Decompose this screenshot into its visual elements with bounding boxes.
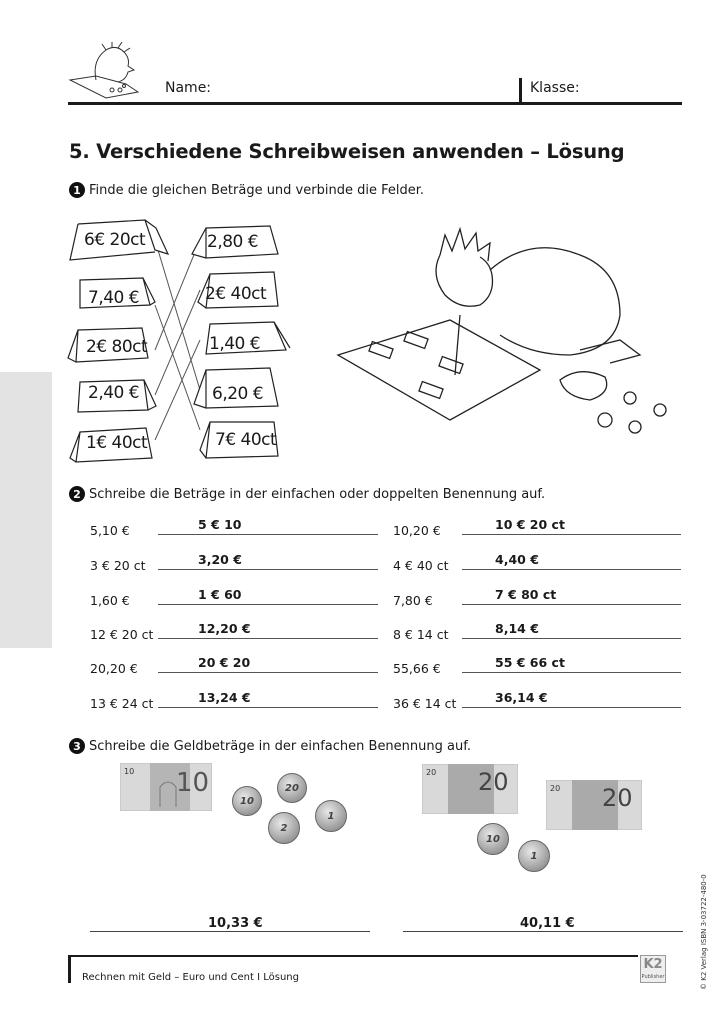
banknote-20 <box>422 764 518 814</box>
answer-line <box>462 534 681 535</box>
banknote-20 <box>546 780 642 830</box>
amount-label: 3 € 20 ct <box>90 558 146 573</box>
task1-instruction: Finde die gleichen Beträge und verbinde die Felder. <box>89 182 424 198</box>
right-card[interactable]: 7€ 40ct <box>215 430 277 450</box>
answer-line <box>158 604 378 605</box>
task-number-badge: 3 <box>69 738 85 754</box>
left-card[interactable]: 7,40 € <box>88 288 140 308</box>
answer-field[interactable]: 8,14 € <box>495 621 539 636</box>
answer-line <box>462 707 681 708</box>
answer-field[interactable]: 5 € 10 <box>198 517 242 532</box>
answer-field[interactable]: 13,24 € <box>198 690 251 705</box>
answer-field[interactable]: 10 € 20 ct <box>495 517 565 532</box>
answer-line <box>462 569 681 570</box>
amount-label: 13 € 24 ct <box>90 696 154 711</box>
answer-line <box>403 931 683 932</box>
answer-field[interactable]: 20 € 20 <box>198 655 251 670</box>
copyright-text: © K2 Verlag ISBN 3-03722-480-0 <box>700 874 708 990</box>
coin-10-cent: 10 <box>477 823 509 855</box>
task1-heading <box>69 182 424 198</box>
connection-line <box>155 340 200 440</box>
class-label: Klasse: <box>530 80 580 96</box>
answer-line <box>158 672 378 673</box>
amount-label: 7,80 € <box>393 593 433 608</box>
name-label: Name: <box>165 80 212 96</box>
answer-field[interactable]: 3,20 € <box>198 552 242 567</box>
hedgehog-illustration <box>330 215 700 455</box>
footer-bar <box>68 955 71 983</box>
coin-1-cent: 1 <box>315 800 347 832</box>
connection-line <box>155 240 200 350</box>
task2-heading <box>69 486 545 502</box>
coin-2-cent: 2 <box>268 812 300 844</box>
svg-text:20: 20 <box>478 768 509 796</box>
coin-10-cent: 10 <box>232 786 262 816</box>
amount-label: 36 € 14 ct <box>393 696 457 711</box>
answer-field[interactable]: 12,20 € <box>198 621 251 636</box>
amount-label: 55,66 € <box>393 661 441 676</box>
answer-line <box>462 638 681 639</box>
amount-label: 4 € 40 ct <box>393 558 449 573</box>
left-card[interactable]: 6€ 20ct <box>84 230 146 250</box>
header-divider <box>519 78 522 104</box>
note-value-text: 10 <box>124 767 135 776</box>
left-card[interactable]: 2,40 € <box>88 383 140 403</box>
answer-line <box>158 638 378 639</box>
hedgehog-header-illustration <box>66 40 166 100</box>
answer-line <box>158 707 378 708</box>
right-card[interactable]: 6,20 € <box>212 384 264 404</box>
task3-answer-1: 10,33 € <box>208 916 263 931</box>
answer-field[interactable]: 4,40 € <box>495 552 539 567</box>
task-number-badge: 2 <box>69 486 85 502</box>
task2-instruction: Schreibe die Beträge in der einfachen oder doppelten Benennung auf. <box>89 486 546 502</box>
task3-instruction: Schreibe die Geldbeträge in der einfachen Benennung auf. <box>89 738 471 754</box>
svg-text:20: 20 <box>602 784 633 812</box>
coin-20-cent: 20 <box>277 773 307 803</box>
task3-answer-2: 40,11 € <box>520 916 575 931</box>
connection-line <box>155 290 200 395</box>
footer-text: Rechnen mit Geld – Euro und Cent I Lösung <box>82 972 299 983</box>
amount-label: 1,60 € <box>90 593 130 608</box>
right-card[interactable]: 2€ 40ct <box>205 284 267 304</box>
amount-label: 8 € 14 ct <box>393 627 449 642</box>
answer-field[interactable]: 7 € 80 ct <box>495 587 557 602</box>
right-card[interactable]: 1,40 € <box>209 334 261 354</box>
answer-field[interactable]: 1 € 60 <box>198 587 242 602</box>
left-card[interactable]: 1€ 40ct <box>86 433 148 453</box>
amount-label: 10,20 € <box>393 523 441 538</box>
header-line <box>68 102 682 105</box>
banknote-10 <box>120 763 212 811</box>
amount-label: 20,20 € <box>90 661 138 676</box>
answer-field[interactable]: 55 € 66 ct <box>495 655 565 670</box>
note-value-text: 20 <box>550 784 561 793</box>
svg-text:10: 10 <box>176 768 210 798</box>
publisher-logo <box>640 955 666 983</box>
answer-field[interactable]: 36,14 € <box>495 690 548 705</box>
page-title: 5. Verschiedene Schreibweisen anwenden – Lösung <box>69 140 625 163</box>
note-value-text: 20 <box>426 768 437 777</box>
footer-line <box>68 955 638 957</box>
amount-label: 12 € 20 ct <box>90 627 154 642</box>
task-number-badge: 1 <box>69 182 85 198</box>
answer-line <box>462 672 681 673</box>
amount-label: 5,10 € <box>90 523 130 538</box>
logo-text: K2 <box>643 957 663 972</box>
left-card[interactable]: 2€ 80ct <box>86 337 148 357</box>
right-card[interactable]: 2,80 € <box>207 232 259 252</box>
answer-line <box>158 569 378 570</box>
answer-line <box>462 604 681 605</box>
side-tab <box>0 372 52 648</box>
logo-subtext: Publisher <box>641 974 665 980</box>
answer-line <box>158 534 378 535</box>
coin-1-cent: 1 <box>518 840 550 872</box>
task3-heading <box>69 738 471 754</box>
answer-line <box>90 931 370 932</box>
